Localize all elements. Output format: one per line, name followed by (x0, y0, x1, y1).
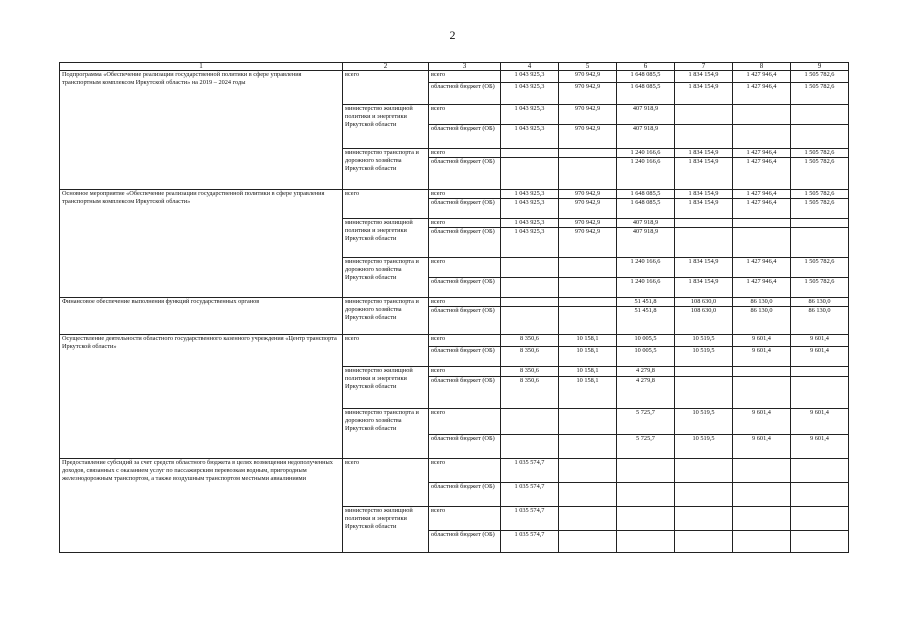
value-cell (501, 409, 559, 435)
value-cell (559, 409, 617, 435)
value-cell (791, 228, 849, 258)
column-number-row (60, 63, 849, 71)
program-name-cell: Осуществление деятельности областного государственного казенного учреждения «Центр транспорта Иркутской области» (60, 335, 343, 459)
value-cell (501, 435, 559, 459)
value-cell (559, 298, 617, 307)
value-cell (791, 483, 849, 507)
value-cell: 8 350,6 (501, 347, 559, 367)
value-cell: 1 427 946,4 (733, 149, 791, 158)
value-cell: 108 630,0 (675, 307, 733, 335)
responsible-cell: министерство жилищной политики и энергетики Иркутской области (343, 219, 429, 258)
source-total-cell: всего (429, 459, 501, 483)
value-cell (559, 307, 617, 335)
responsible-cell: всего (343, 335, 429, 367)
value-cell (617, 507, 675, 531)
column-header: 7 (675, 63, 733, 71)
value-cell: 1 043 925,3 (501, 219, 559, 228)
column-header: 4 (501, 63, 559, 71)
value-cell: 1 043 925,3 (501, 190, 559, 199)
responsible-cell: всего (343, 190, 429, 219)
value-cell (501, 278, 559, 298)
value-cell: 9 601,4 (791, 347, 849, 367)
value-cell: 1 043 925,3 (501, 199, 559, 219)
table-row (60, 190, 849, 199)
value-cell: 1 043 925,3 (501, 125, 559, 149)
source-budget-cell: областной бюджет (ОБ) (429, 377, 501, 409)
value-cell: 51 451,8 (617, 307, 675, 335)
value-cell (791, 367, 849, 377)
value-cell: 1 427 946,4 (733, 199, 791, 219)
source-budget-cell: областной бюджет (ОБ) (429, 483, 501, 507)
value-cell (733, 228, 791, 258)
value-cell: 970 942,9 (559, 219, 617, 228)
source-total-cell: всего (429, 367, 501, 377)
value-cell: 1 505 782,6 (791, 258, 849, 278)
value-cell (501, 298, 559, 307)
value-cell (617, 531, 675, 553)
budget-table (59, 62, 849, 553)
value-cell (559, 278, 617, 298)
value-cell: 1 834 154,9 (675, 83, 733, 105)
value-cell (733, 367, 791, 377)
value-cell: 1 427 946,4 (733, 190, 791, 199)
value-cell: 1 648 085,5 (617, 199, 675, 219)
source-budget-cell: областной бюджет (ОБ) (429, 125, 501, 149)
value-cell: 1 648 085,5 (617, 71, 675, 83)
value-cell (559, 507, 617, 531)
value-cell: 10 519,5 (675, 335, 733, 347)
source-total-cell: всего (429, 190, 501, 199)
value-cell: 1 834 154,9 (675, 199, 733, 219)
value-cell (733, 105, 791, 125)
column-header: 5 (559, 63, 617, 71)
value-cell: 10 158,1 (559, 377, 617, 409)
value-cell (733, 377, 791, 409)
value-cell: 970 942,9 (559, 105, 617, 125)
value-cell: 5 725,7 (617, 435, 675, 459)
value-cell (501, 258, 559, 278)
program-name-cell: Предоставление субсидий за счет средств областного бюджета в целях возмещения недополученных доходов, связанных с оказанием услуг по пассажирским перевозкам водным, пригородным железнодорожным транспортом, а также воздушным транспортом местными авиалиниями (60, 459, 343, 553)
value-cell (501, 158, 559, 190)
value-cell: 1 240 166,6 (617, 149, 675, 158)
source-total-cell: всего (429, 507, 501, 531)
source-total-cell: всего (429, 219, 501, 228)
value-cell: 1 834 154,9 (675, 71, 733, 83)
value-cell: 9 601,4 (733, 409, 791, 435)
value-cell: 9 601,4 (791, 409, 849, 435)
program-name-cell: Финансовое обеспечение выполнения функций государственных органов (60, 298, 343, 335)
source-budget-cell: областной бюджет (ОБ) (429, 307, 501, 335)
value-cell: 1 834 154,9 (675, 190, 733, 199)
value-cell: 1 834 154,9 (675, 158, 733, 190)
source-total-cell: всего (429, 258, 501, 278)
source-total-cell: всего (429, 409, 501, 435)
value-cell: 10 158,1 (559, 335, 617, 347)
page-number: 2 (449, 28, 456, 42)
value-cell: 8 350,6 (501, 335, 559, 347)
value-cell: 1 834 154,9 (675, 278, 733, 298)
value-cell: 1 427 946,4 (733, 83, 791, 105)
value-cell: 8 350,6 (501, 367, 559, 377)
value-cell (559, 258, 617, 278)
value-cell (791, 531, 849, 553)
value-cell: 86 130,0 (733, 298, 791, 307)
value-cell: 1 427 946,4 (733, 158, 791, 190)
value-cell: 1 035 574,7 (501, 459, 559, 483)
value-cell (675, 459, 733, 483)
source-total-cell: всего (429, 105, 501, 125)
value-cell: 1 505 782,6 (791, 199, 849, 219)
value-cell (733, 531, 791, 553)
value-cell: 970 942,9 (559, 190, 617, 199)
value-cell: 1 035 574,7 (501, 531, 559, 553)
value-cell: 1 240 166,6 (617, 158, 675, 190)
value-cell: 1 240 166,6 (617, 278, 675, 298)
column-header: 3 (429, 63, 501, 71)
source-total-cell: всего (429, 71, 501, 83)
value-cell: 1 834 154,9 (675, 149, 733, 158)
value-cell (733, 483, 791, 507)
responsible-cell: всего (343, 459, 429, 507)
source-budget-cell: областной бюджет (ОБ) (429, 228, 501, 258)
source-total-cell: всего (429, 149, 501, 158)
value-cell (559, 531, 617, 553)
responsible-cell: министерство жилищной политики и энергетики Иркутской области (343, 105, 429, 149)
value-cell: 1 240 166,6 (617, 258, 675, 278)
value-cell: 1 035 574,7 (501, 507, 559, 531)
value-cell (559, 158, 617, 190)
table-row (60, 335, 849, 347)
value-cell (791, 459, 849, 483)
value-cell (733, 125, 791, 149)
value-cell: 10 519,5 (675, 409, 733, 435)
program-name-cell: Подпрограмма «Обеспечение реализации государственной политики в сфере управления транспортным комплексом Иркутской области» на 2019 – 2024 годы (60, 71, 343, 190)
value-cell: 1 505 782,6 (791, 190, 849, 199)
responsible-cell: министерство транспорта и дорожного хозяйства Иркутской области (343, 298, 429, 335)
value-cell: 1 648 085,5 (617, 83, 675, 105)
value-cell (733, 459, 791, 483)
value-cell: 1 427 946,4 (733, 258, 791, 278)
value-cell: 1 035 574,7 (501, 483, 559, 507)
source-budget-cell: областной бюджет (ОБ) (429, 278, 501, 298)
source-total-cell: всего (429, 298, 501, 307)
value-cell (675, 507, 733, 531)
value-cell: 1 505 782,6 (791, 71, 849, 83)
value-cell: 86 130,0 (791, 298, 849, 307)
value-cell (675, 125, 733, 149)
value-cell: 1 505 782,6 (791, 278, 849, 298)
value-cell: 1 505 782,6 (791, 83, 849, 105)
value-cell (675, 531, 733, 553)
value-cell (791, 507, 849, 531)
value-cell (791, 377, 849, 409)
value-cell (791, 125, 849, 149)
value-cell: 1 427 946,4 (733, 71, 791, 83)
value-cell (559, 459, 617, 483)
value-cell (733, 219, 791, 228)
value-cell: 407 918,9 (617, 105, 675, 125)
value-cell: 1 834 154,9 (675, 258, 733, 278)
value-cell: 407 918,9 (617, 125, 675, 149)
column-header: 8 (733, 63, 791, 71)
value-cell: 8 350,6 (501, 377, 559, 409)
column-header: 2 (343, 63, 429, 71)
value-cell: 1 043 925,3 (501, 83, 559, 105)
value-cell: 10 519,5 (675, 435, 733, 459)
value-cell (559, 483, 617, 507)
value-cell: 1 505 782,6 (791, 158, 849, 190)
value-cell: 407 918,9 (617, 228, 675, 258)
value-cell: 86 130,0 (791, 307, 849, 335)
value-cell: 1 648 085,5 (617, 190, 675, 199)
table-row (60, 459, 849, 483)
value-cell (617, 459, 675, 483)
value-cell: 5 725,7 (617, 409, 675, 435)
source-budget-cell: областной бюджет (ОБ) (429, 199, 501, 219)
value-cell: 970 942,9 (559, 228, 617, 258)
source-budget-cell: областной бюджет (ОБ) (429, 83, 501, 105)
value-cell: 9 601,4 (733, 435, 791, 459)
value-cell (617, 483, 675, 507)
value-cell (559, 149, 617, 158)
value-cell: 10 158,1 (559, 367, 617, 377)
table-row (60, 71, 849, 83)
value-cell: 10 005,5 (617, 335, 675, 347)
value-cell (501, 307, 559, 335)
value-cell (733, 507, 791, 531)
source-budget-cell: областной бюджет (ОБ) (429, 435, 501, 459)
column-header: 6 (617, 63, 675, 71)
source-total-cell: всего (429, 335, 501, 347)
value-cell (501, 149, 559, 158)
source-budget-cell: областной бюджет (ОБ) (429, 158, 501, 190)
value-cell (675, 367, 733, 377)
value-cell: 108 630,0 (675, 298, 733, 307)
value-cell: 9 601,4 (733, 335, 791, 347)
program-name-cell: Основное мероприятие «Обеспечение реализации государственной политики в сфере управления транспортным комплексом Иркутской области» (60, 190, 343, 298)
value-cell (675, 377, 733, 409)
value-cell: 1 427 946,4 (733, 278, 791, 298)
responsible-cell: министерство жилищной политики и энергетики Иркутской области (343, 507, 429, 553)
value-cell: 9 601,4 (791, 435, 849, 459)
value-cell: 9 601,4 (791, 335, 849, 347)
value-cell: 970 942,9 (559, 199, 617, 219)
responsible-cell: министерство транспорта и дорожного хозяйства Иркутской области (343, 409, 429, 459)
responsible-cell: министерство транспорта и дорожного хозяйства Иркутской области (343, 149, 429, 190)
value-cell: 970 942,9 (559, 71, 617, 83)
value-cell: 970 942,9 (559, 83, 617, 105)
source-budget-cell: областной бюджет (ОБ) (429, 347, 501, 367)
value-cell (675, 105, 733, 125)
value-cell: 4 279,8 (617, 377, 675, 409)
value-cell (675, 228, 733, 258)
column-header: 9 (791, 63, 849, 71)
table-row (60, 298, 849, 307)
value-cell: 1 043 925,3 (501, 228, 559, 258)
responsible-cell: министерство жилищной политики и энергетики Иркутской области (343, 367, 429, 409)
value-cell: 51 451,8 (617, 298, 675, 307)
column-header: 1 (60, 63, 343, 71)
value-cell: 9 601,4 (733, 347, 791, 367)
value-cell: 86 130,0 (733, 307, 791, 335)
value-cell (791, 219, 849, 228)
value-cell (559, 435, 617, 459)
value-cell: 1 505 782,6 (791, 149, 849, 158)
source-budget-cell: областной бюджет (ОБ) (429, 531, 501, 553)
value-cell (675, 219, 733, 228)
value-cell (791, 105, 849, 125)
value-cell (675, 483, 733, 507)
value-cell: 970 942,9 (559, 125, 617, 149)
value-cell: 1 043 925,3 (501, 71, 559, 83)
value-cell: 10 519,5 (675, 347, 733, 367)
responsible-cell: министерство транспорта и дорожного хозяйства Иркутской области (343, 258, 429, 298)
value-cell: 4 279,8 (617, 367, 675, 377)
value-cell: 407 918,9 (617, 219, 675, 228)
responsible-cell: всего (343, 71, 429, 105)
value-cell: 10 158,1 (559, 347, 617, 367)
value-cell: 10 005,5 (617, 347, 675, 367)
value-cell: 1 043 925,3 (501, 105, 559, 125)
